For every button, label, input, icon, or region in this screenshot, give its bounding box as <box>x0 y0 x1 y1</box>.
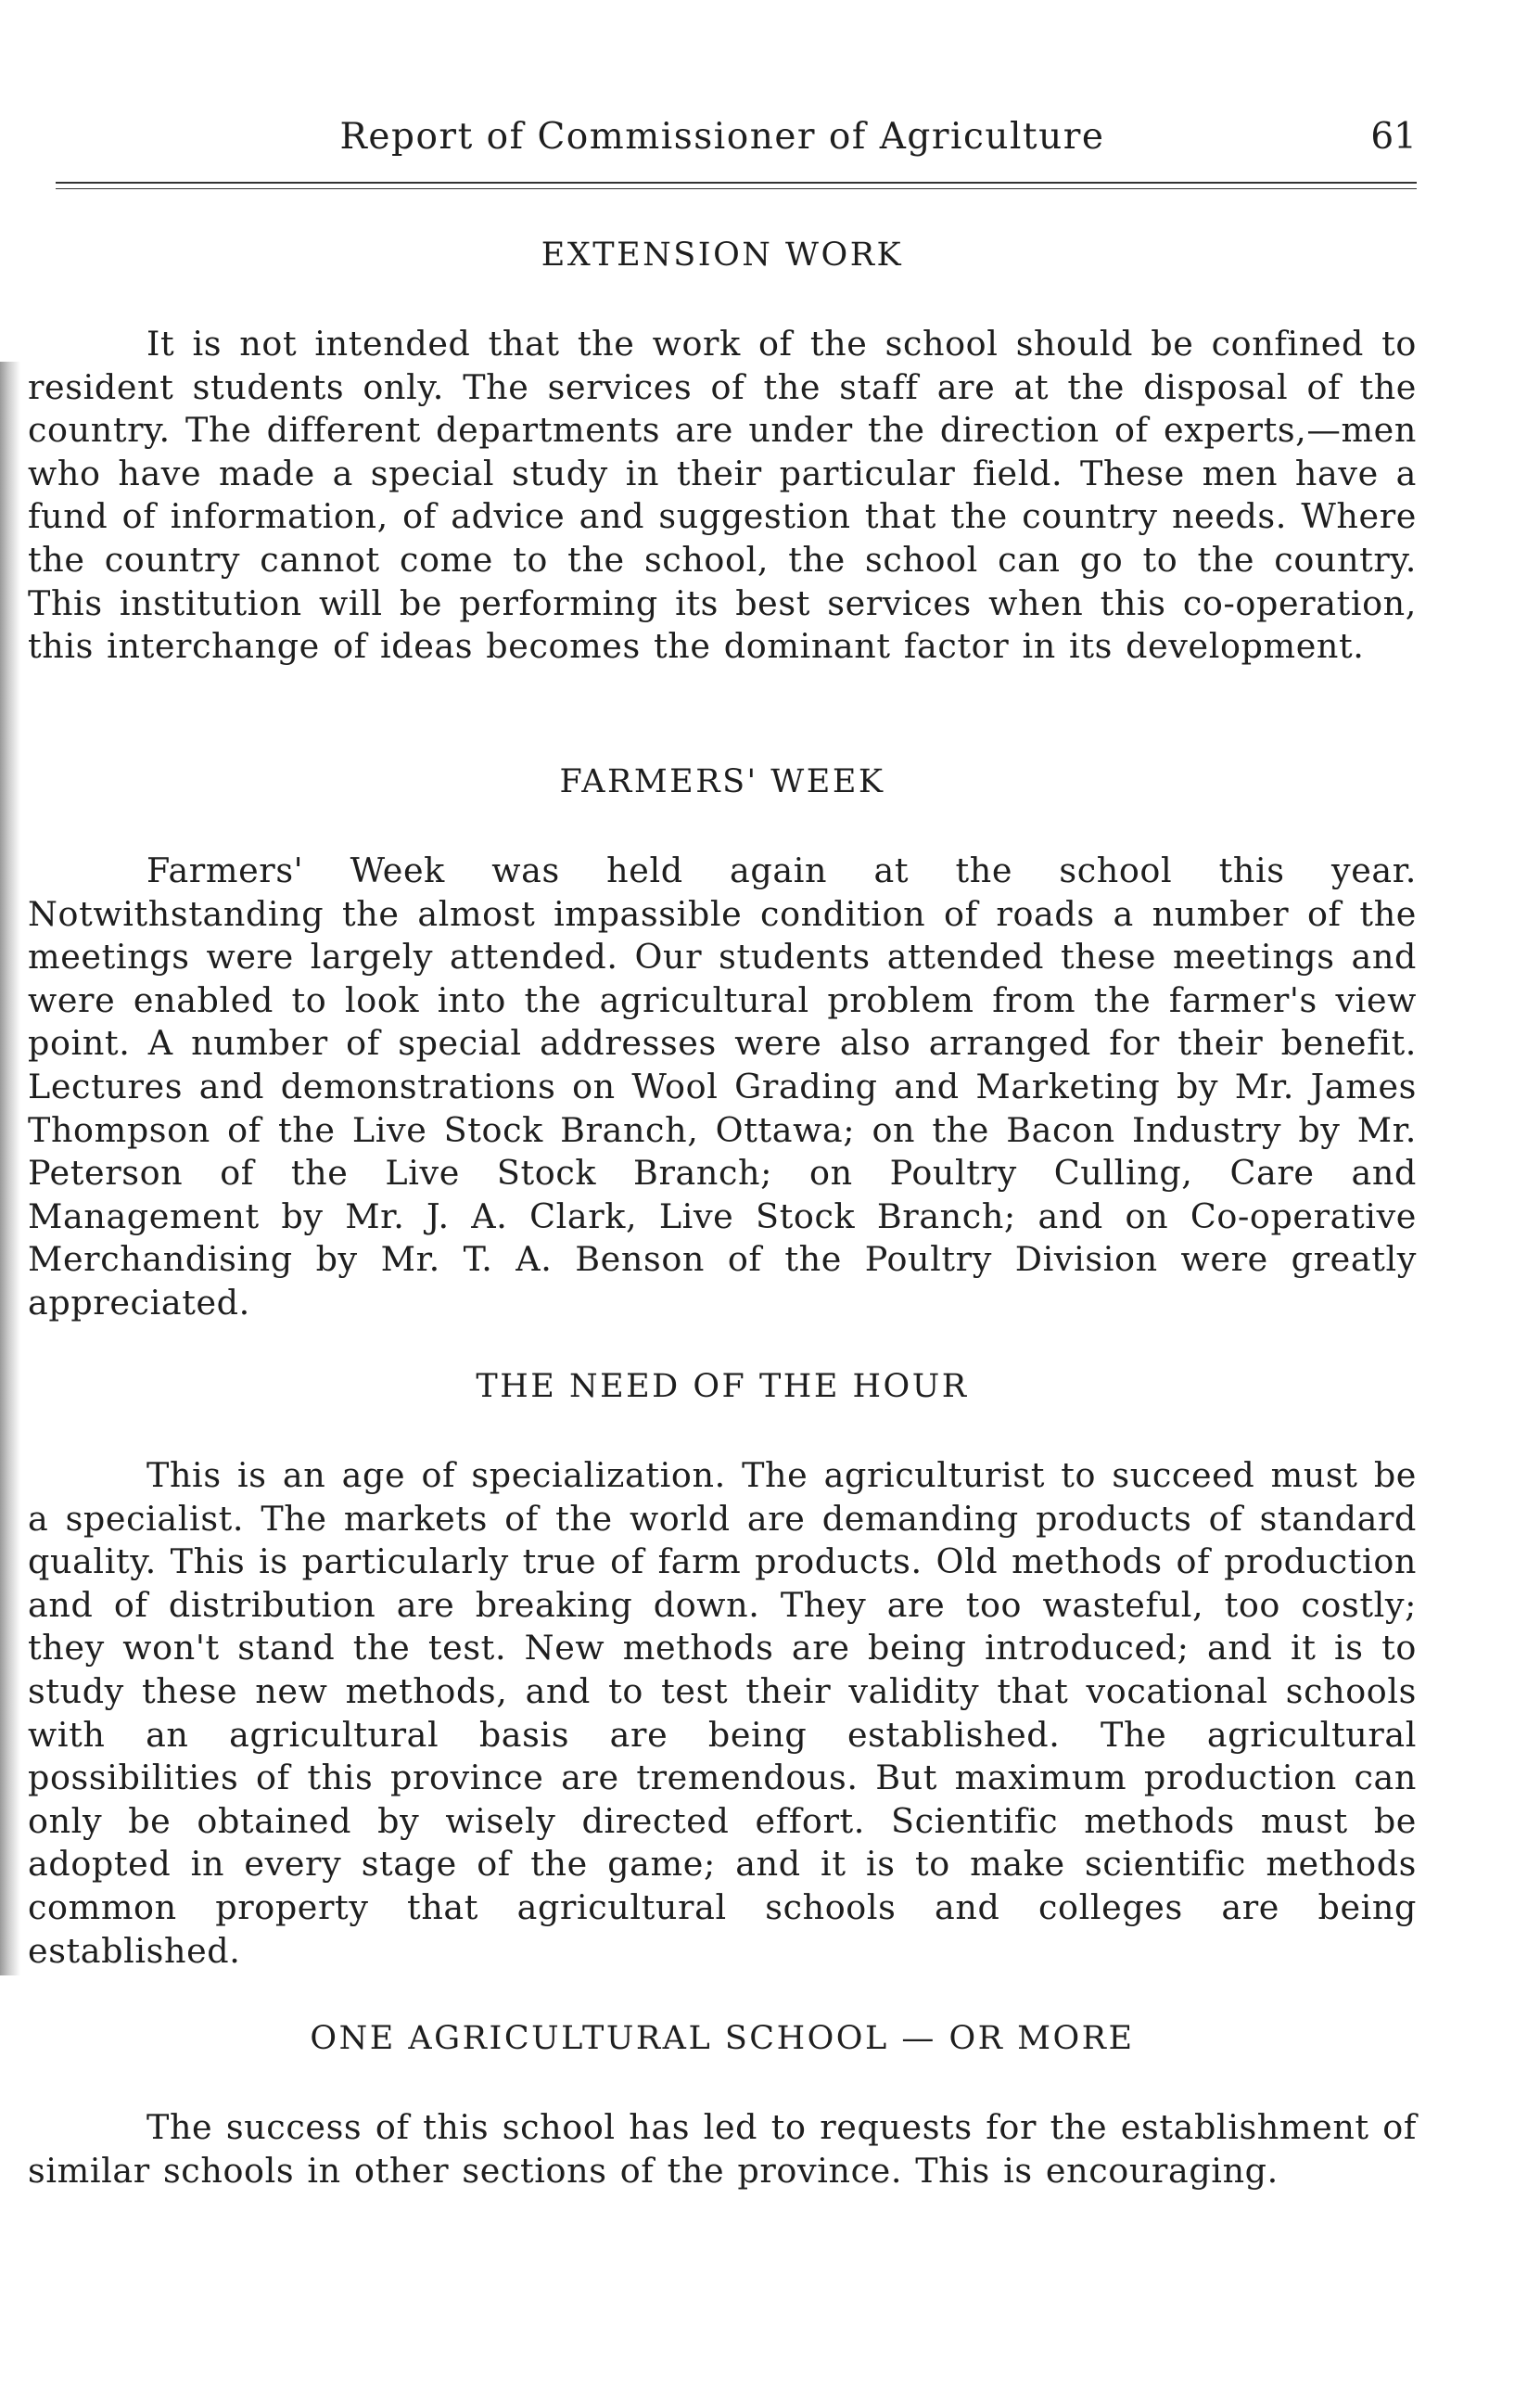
section-paragraph: It is not intended that the work of the school should be confined to resident students only. The services of the staff are at the disposal of the country. The different departments are under the direction of experts,—men who have made a special study in their particular field. These men have a fund of information, of advice and suggestion that the country needs. Where the country cannot come to the school, the school can go to the country. This institution will be performing its best services when this co-operation, this interchange of ideas becomes the dominant factor in its development. <box>28 324 1417 667</box>
section-need-of-the-hour <box>28 1363 1417 1973</box>
section-heading: THE NEED OF THE HOUR <box>476 1368 969 1405</box>
section-paragraph: Farmers' Week was held again at the school this year. Notwithstanding the almost impassible condition of roads a number of the meetings were largely attended. Our students attended these meetings and were enabled to look into the agricultural problem from the farmer's view point. A number of special addresses were also arranged for their benefit. Lectures and demonstrations on Wool Grading and Marketing by Mr. James Thompson of the Live Stock Branch, Ottawa; on the Bacon Industry by Mr. Peterson of the Live Stock Branch; on Poultry Culling, Care and Management by Mr. J. A. Clark, Live Stock Branch; and on Co-operative Merchandising by Mr. T. A. Benson of the Poultry Division were greatly appreciated. <box>28 850 1417 1323</box>
document-page <box>28 0 1417 2403</box>
running-title: Report of Commissioner of Agriculture <box>339 116 1105 158</box>
page-number: 61 <box>1370 116 1417 158</box>
section-heading: FARMERS' WEEK <box>559 763 885 800</box>
section-heading: EXTENSION WORK <box>541 236 904 274</box>
section-paragraph: This is an age of specialization. The agriculturist to succeed must be a specialist. The markets of the world are demanding products of standard quality. This is particularly true of farm products. Old methods of production and of distribution are breaking down. They are too wasteful, too costly; they won't stand the test. New methods are being introduced; and it is to study these new methods, and to test their validity that vocational schools with an agricultural basis are being established. The agricultural possibilities of this province are tremendous. But maximum production can only be obtained by wisely directed effort. Scientific methods must be adopted in every stage of the game; and it is to make scientific methods common property that agricultural schools and colleges are being established. <box>28 1455 1417 1971</box>
running-header <box>28 109 1417 165</box>
section-heading: ONE AGRICULTURAL SCHOOL — OR MORE <box>310 2020 1135 2057</box>
section-farmers-week <box>28 759 1417 1325</box>
header-rule-thin <box>56 188 1417 189</box>
scan-edge-shadow <box>0 362 20 1975</box>
header-rule <box>56 182 1417 184</box>
section-one-agricultural-school <box>28 2015 1417 2192</box>
section-extension-work <box>28 232 1417 669</box>
section-paragraph: The success of this school has led to requests for the establishment of similar schools in other sections of the province. This is encouraging. <box>28 2107 1417 2191</box>
